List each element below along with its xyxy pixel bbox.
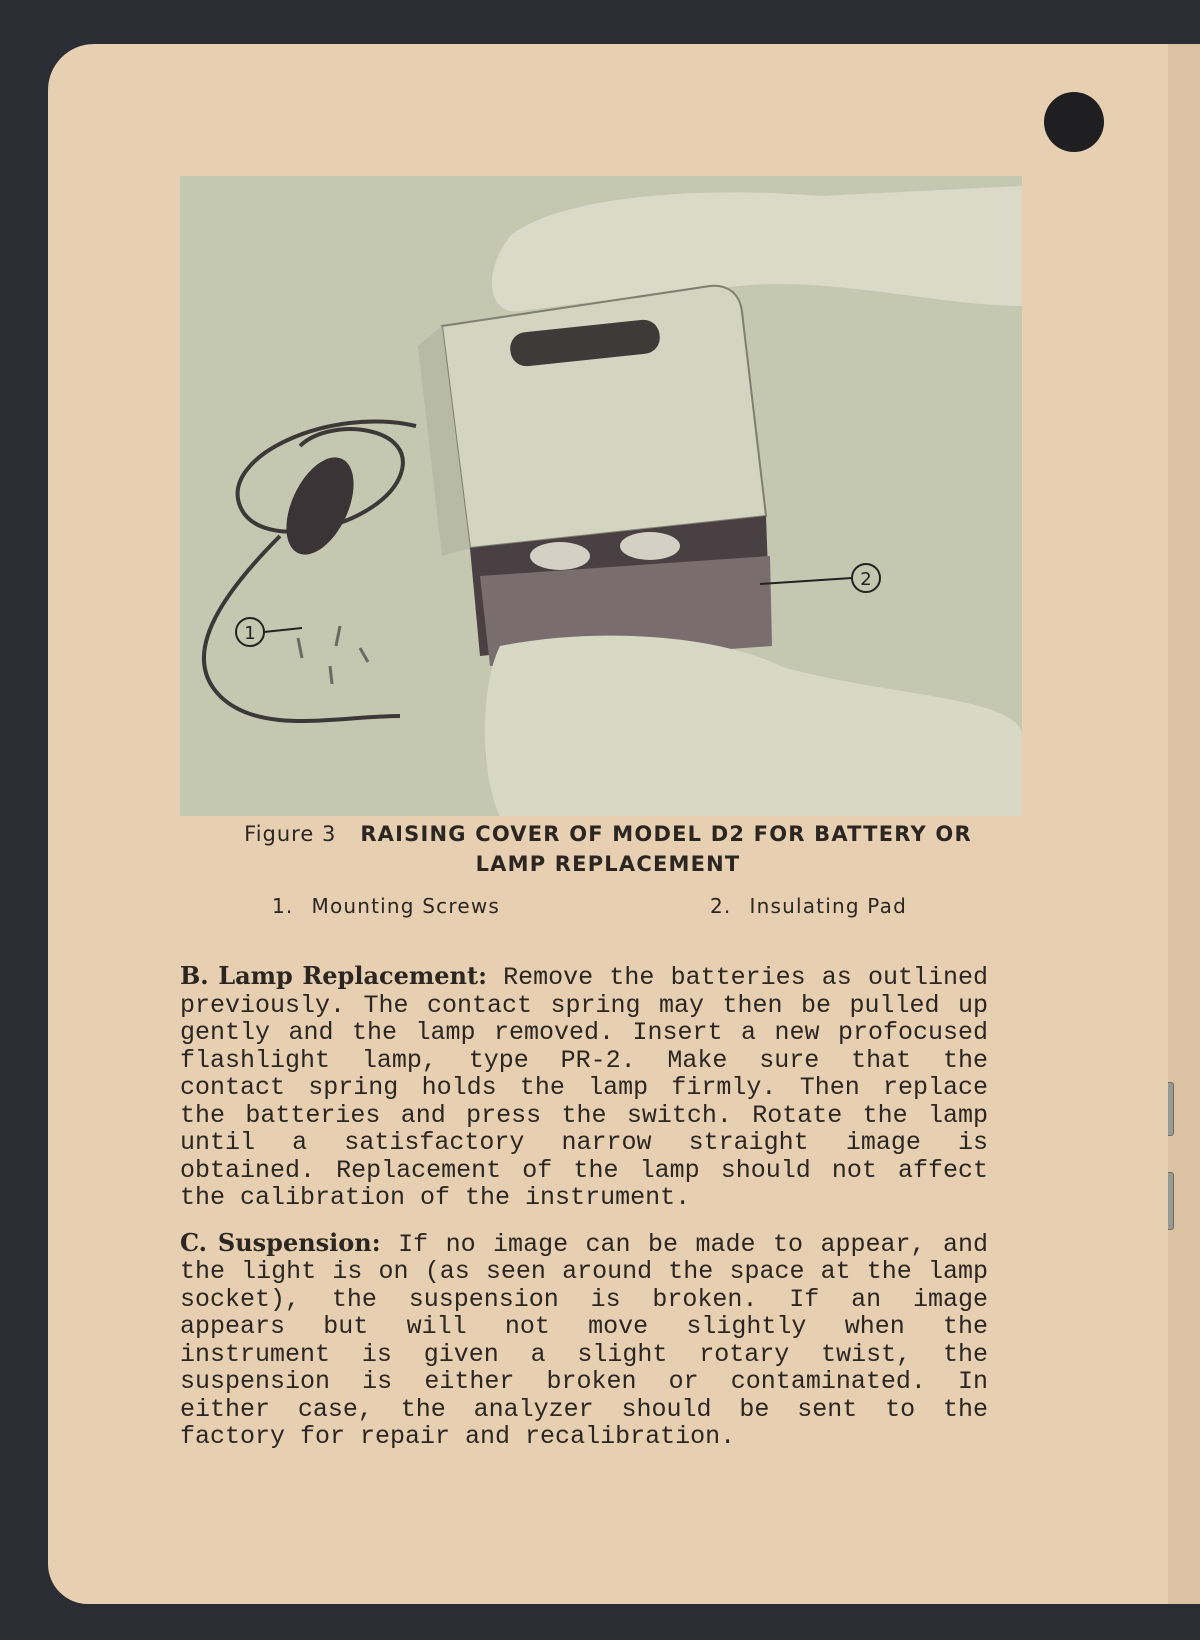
- battery-left: [530, 542, 590, 570]
- legend-num: 2.: [710, 894, 732, 918]
- section-body: Remove the batteries as outlined previously. The contact spring may then be pulled up gently and the lamp removed. Insert a new profocused flashlight lamp, type PR-2. Make sure that the contact spring holds the lamp firmly. Then replace the batteries and press the switch. Rotate the lamp until a satisfactory narrow straight image is obtained. Replacement of the lamp should not affect the calibration of the instrument.: [180, 963, 989, 1212]
- callout-2-label: 2: [860, 569, 872, 590]
- figure-caption: [188, 822, 1028, 924]
- section-heading: B. Lamp Replacement:: [180, 961, 487, 990]
- legend-text: Mounting Screws: [311, 894, 501, 918]
- figure-title-1: RAISING COVER OF MODEL D2 FOR BATTERY OR: [360, 822, 972, 846]
- legend-item-2: [710, 894, 907, 918]
- figure-legend: [188, 894, 1028, 924]
- legend-item-1: [272, 894, 500, 918]
- section-suspension: [180, 1229, 988, 1451]
- document-page: [48, 44, 1168, 1604]
- legend-num: 1.: [272, 894, 294, 918]
- callout-1-label: 1: [244, 623, 256, 644]
- caption-line-1: [188, 822, 1028, 846]
- punch-hole: [1044, 92, 1104, 152]
- battery-right: [620, 532, 680, 560]
- figure-label: Figure 3: [244, 822, 337, 846]
- section-body: If no image can be made to appear, and the light is on (as seen around the space at the lamp socket), the suspension is broken. If an image appears but will not move slightly when the instrument is given a slight rotary twist, the suspension is either broken or contaminated. In either case, the analyzer should be sent to the factory for repair and recalibration.: [180, 1229, 988, 1451]
- figure-title-2: LAMP REPLACEMENT: [475, 852, 741, 876]
- section-lamp-replacement: [180, 962, 988, 1212]
- body-text: [180, 962, 988, 1468]
- figure-photo: [180, 176, 1022, 816]
- section-heading: C. Suspension:: [180, 1227, 381, 1257]
- legend-text: Insulating Pad: [749, 894, 908, 918]
